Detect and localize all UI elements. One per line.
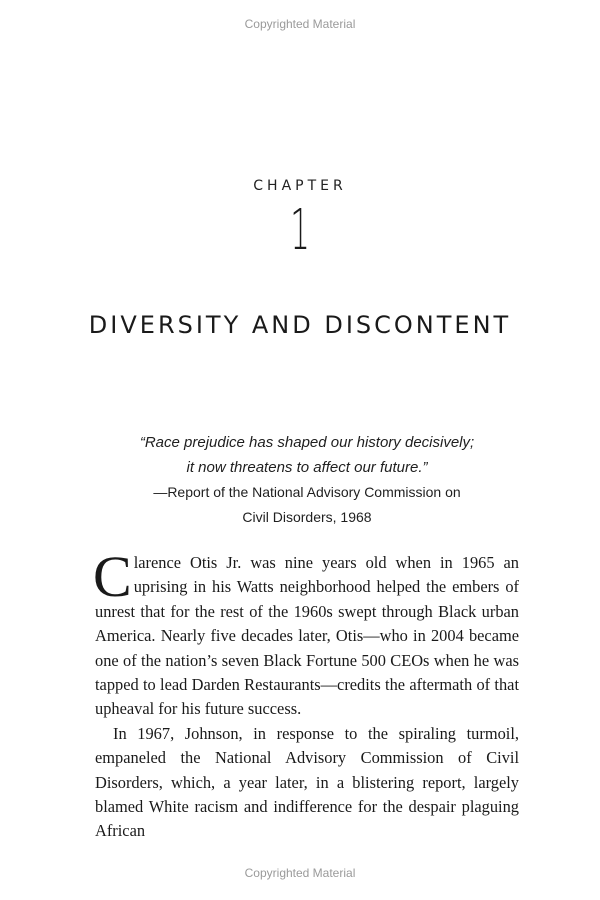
epigraph	[0, 431, 600, 529]
copyright-watermark-top: Copyrighted Material	[244, 17, 356, 31]
body-paragraph-1-text: larence Otis Jr. was nine years old when in 1965 an uprising in his Watts neighborhood helped the embers of unrest that for the rest of the 1960s swept through Black urban America. Nearly five decades later, Otis—who in 2004 became one of the nation’s seven Black Fortune 500 CEOs when he was tapped to lead Darden Restaurants—credits the aftermath of that upheaval for his future success.	[95, 553, 519, 719]
drop-cap: C	[93, 544, 132, 609]
chapter-number: 1	[290, 198, 310, 263]
chapter-title: DIVERSITY AND DISCONTENT	[88, 311, 512, 339]
copyright-watermark-bottom: Copyrighted Material	[244, 866, 356, 880]
body-paragraph-1	[93, 544, 519, 722]
body-paragraph-2: In 1967, Johnson, in response to the spiraling turmoil, empaneled the National Advisory Commission of Civil Disorders, which, a year later, in a blistering report, largely blamed White racism and indifference for the despair plaguing African	[95, 723, 519, 841]
epigraph-attribution-line-1: —Report of the National Advisory Commission on	[153, 484, 461, 500]
chapter-body	[93, 544, 519, 844]
chapter-label: CHAPTER	[253, 178, 347, 194]
epigraph-quote-line-1: “Race prejudice has shaped our history decisively;	[139, 434, 475, 451]
epigraph-attribution-line-2: Civil Disorders, 1968	[242, 508, 372, 525]
epigraph-quote-line-2: it now threatens to affect our future.”	[186, 458, 428, 476]
